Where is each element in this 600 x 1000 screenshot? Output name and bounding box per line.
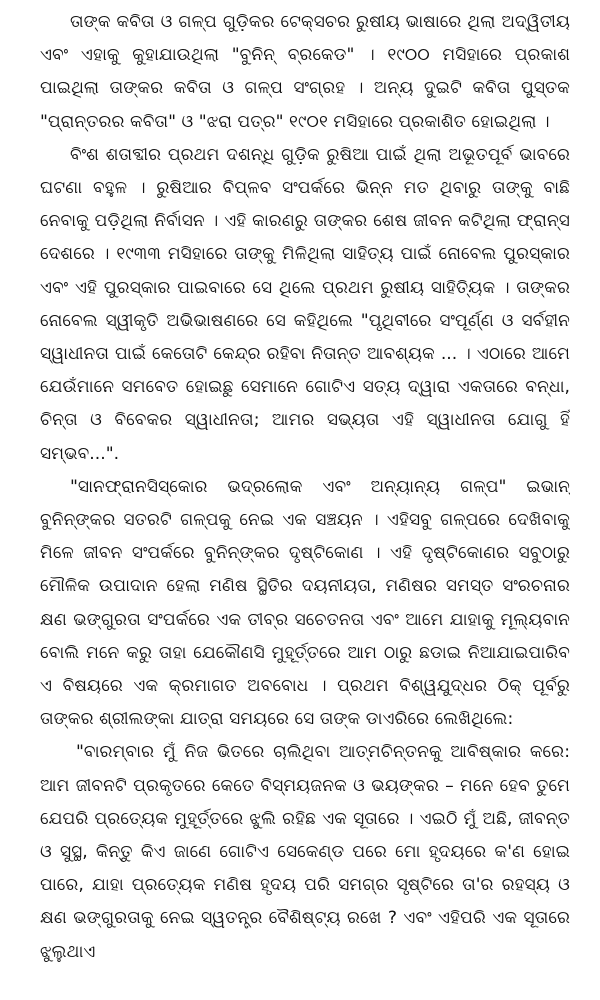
paragraph-diary-quote: "ବାରମ୍ବାର ମୁଁ ନିଜ ଭିତରେ ଚାଲିଥିବା ଆତ୍ମଚିନ୍ତନକୁ ଆବିଷ୍କାର କରେ: ଆମ ଜୀବନଟି ପ୍ରକୃତରେ କେତେ ବିସ୍ମୟଜନକ ଓ ଭୟଙ୍କର – ମନେ ହେବ ତୁମେ ଯେପରି ପ୍ରତ୍ୟେକ ମୁହୂର୍ତ୍ତରେ ଝୁଲି ରହିଛ ଏକ ସୂତାରେ । ଏଇଠି ମୁଁ ଅଛି, ଜୀବନ୍ତ ଓ ସୁସ୍ଥ, କିନ୍ତୁ କିଏ ଜାଣେ ଗୋଟିଏ ସେକେଣ୍ଡ ପରେ ମୋ ହୃଦୟରେ କ'ଣ ହୋଇ ପାରେ, ଯାହା ପ୍ରତ୍ୟେକ ମଣିଷ ହୃଦୟ ପରି ସମଗ୍ର ସୃଷ୍ଟିରେ ତା'ର ରହସ୍ୟ ଓ କ୍ଷଣ ଭଙ୍ଗୁରତାକୁ ନେଇ ସ୍ୱତନ୍ତ୍ର ବୈଶିଷ୍ଟ୍ୟ ରଖେ ? ଏବଂ ଏହିପରି ଏକ ସୂତାରେ ଝୁଲୁଥାଏ <box>40 742 570 962</box>
paragraph-poetry-collections: ତାଙ୍କ କବିତା ଓ ଗଳ୍ପ ଗୁଡ଼ିକର ଟେକ୍ସଚର ରୁଷୀୟ ଭାଷାରେ ଥିଲା ଅଦ୍ୱିତୀୟ ଏବଂ ଏହାକୁ କୁହାଯାଉଥିଲା "ବୁନିନ୍ ବ୍ରକେଡ" । ୧୯୦୦ ମସିହାରେ ପ୍ରକାଶ ପାଇଥିଲା ତାଙ୍କର କବିତା ଓ ଗଳ୍ପ ସଂଗ୍ରହ । ଅନ୍ୟ ଦୁଇଟି କବିତା ପୁସ୍ତକ "ପ୍ରାନ୍ତରର କବିତା" ଓ "ଝରା ପତ୍ର" ୧୯୦୧ ମସିହାରେ ପ୍ରକାଶିତ ହୋଇଥିଲା । <box>40 12 570 132</box>
paragraph-short-story-collection: "ସାନଫ୍ରାନସିସ୍କୋର ଭଦ୍ରଲୋକ ଏବଂ ଅନ୍ୟାନ୍ୟ ଗଳ୍ପ" ଇଭାନ୍ ବୁନିନ୍ଙ୍କର ସତରଟି ଗଳ୍ପକୁ ନେଇ ଏକ ସଞ୍ଚୟନ । ଏହିସବୁ ଗଳ୍ପରେ ଦେଖିବାକୁ ମିଳେ ଜୀବନ ସଂପର୍କରେ ବୁନିନ୍ଙ୍କର ଦୃଷ୍ଟିକୋଣ । ଏହି ଦୃଷ୍ଟିକୋଣର ସବୁଠାରୁ ମୌଳିକ ଉପାଦାନ ହେଲା ମଣିଷ ସ୍ଥିତିର ଦୟନୀୟତା, ମଣିଷର ସମସ୍ତ ସଂରଚନାର କ୍ଷଣ ଭଙ୍ଗୁରତା ସଂପର୍କରେ ଏକ ତୀବ୍ର ସଚେତନତା ଏବଂ ଆମେ ଯାହାକୁ ମୂଲ୍ୟବାନ ବୋଲି ମନେ କରୁ ତାହା ଯେକୌଣସି ମୁହୂର୍ତ୍ତରେ ଆମ ଠାରୁ ଛଡାଇ ନିଆଯାଇପାରିବ ଏ ବିଷୟରେ ଏକ କ୍ରମାଗତ ଅବବୋଧ । ପ୍ରଥମ ବିଶ୍ୱଯୁଦ୍ଧର ଠିକ୍ ପୂର୍ବରୁ ତାଙ୍କର ଶ୍ରୀଲଙ୍କା ଯାତ୍ରା ସମୟରେ ସେ ତାଙ୍କ ଡାଏରିରେ ଲେଖିଥିଲେ: <box>40 476 570 730</box>
paragraph-exile-and-nobel: ବିଂଶ ଶତାବ୍ଦୀର ପ୍ରଥମ ଦଶନ୍ଧି ଗୁଡ଼ିକ ରୁଷିଆ ପାଇଁ ଥିଲା ଅଭୂତପୂର୍ବ ଭାବରେ ଘଟଣା ବହୁଳ । ରୁଷିଆର ବିପ୍ଳବ ସଂପର୍କରେ ଭିନ୍ନ ମତ ଥିବାରୁ ତାଙ୍କୁ ବାଛି ନେବାକୁ ପଡ଼ିଥିଲା ନିର୍ବାସନ । ଏହି କାରଣରୁ ତାଙ୍କର ଶେଷ ଜୀବନ କଟିଥିଲା ଫ୍ରାନ୍ସ ଦେଶରେ । ୧୯୩୩ ମସିହାରେ ତାଙ୍କୁ ମିଳିଥିଲା ସାହିତ୍ୟ ପାଇଁ ନୋବେଲ ପୁରସ୍କାର ଏବଂ ଏହି ପୁରସ୍କାର ପାଇବାରେ ସେ ଥିଲେ ପ୍ରଥମ ରୁଷୀୟ ସାହିତ୍ୟିକ । ତାଙ୍କର ନୋବେଲ ସ୍ୱୀକୃତି ଅଭିଭାଷଣରେ ସେ କହିଥିଲେ "ପୃଥିବୀରେ ସଂପୂର୍ଣ୍ଣ ଓ ସର୍ବହୀନ ସ୍ୱାଧୀନତା ପାଇଁ କେତୋଟି କେନ୍ଦ୍ର ରହିବା ନିତାନ୍ତ ଆବଶ୍ୟକ ... । ଏଠାରେ ଆମେ ଯେଉଁମାନେ ସମବେତ ହୋଇଛୁ ସେମାନେ ଗୋଟିଏ ସତ୍ୟ ଦ୍ୱାରା ଏକତାରେ ବନ୍ଧା, ଚିନ୍ତା ଓ ବିବେକର ସ୍ୱାଧୀନତା; ଆମର ସଭ୍ୟତା ଏହି ସ୍ୱାଧୀନତା ଯୋଗୁ ହିଁ ସମ୍ଭବ...". <box>40 144 570 464</box>
document-page <box>40 6 570 994</box>
